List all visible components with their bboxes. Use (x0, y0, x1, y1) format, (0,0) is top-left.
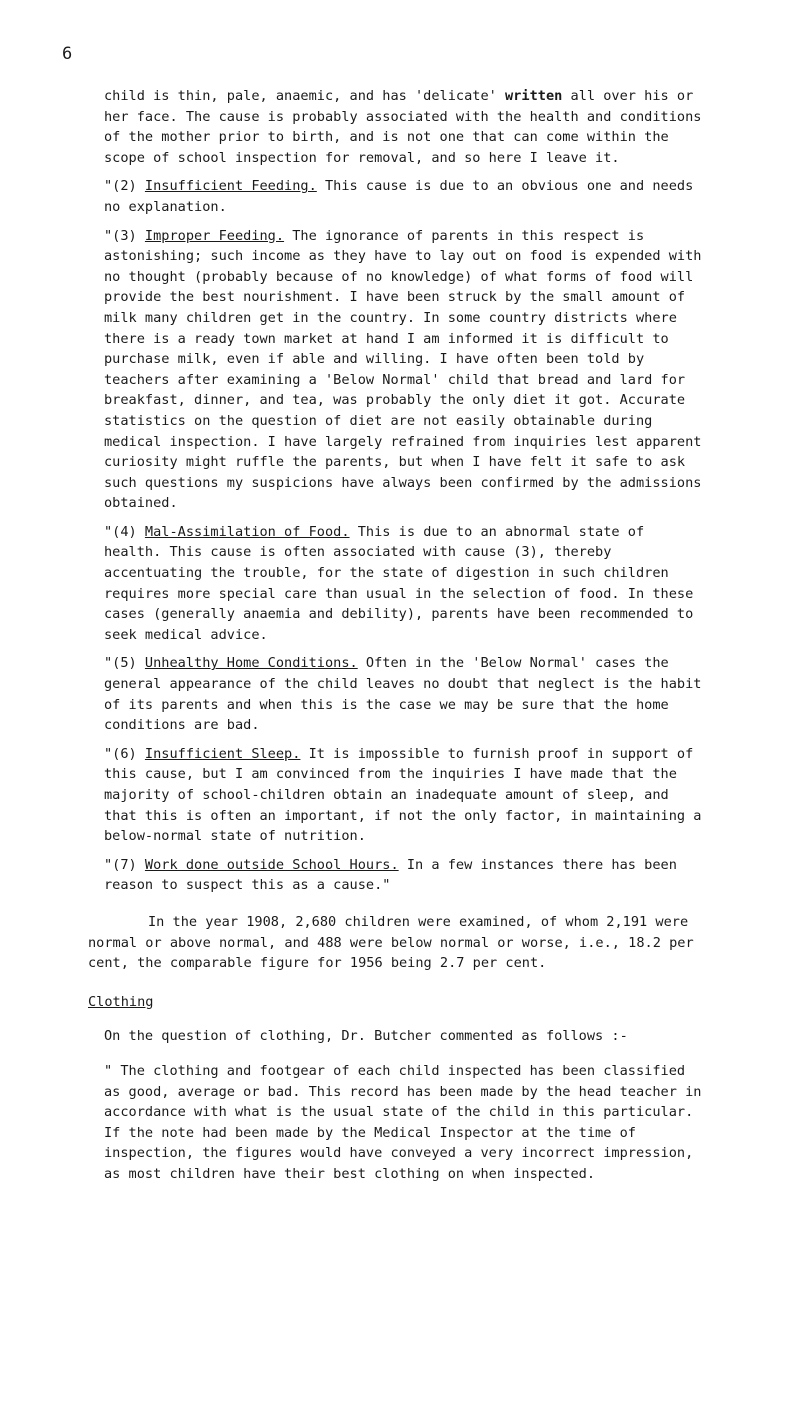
clothing-quote: " The clothing and footgear of each child inspected has been classified as good, average or bad. This record has been made by the head teacher in accordance with what is the usual state of the child in this particular. If the note had been made by the Medical Inspector at the time of inspection, the figures would have conveyed a very incorrect impression, as most children have their best clothing on when inspected. (104, 1062, 702, 1182)
cause-number: "(5) (104, 655, 145, 672)
page-number: 6 (62, 44, 73, 64)
cause-title: Improper Feeding. (144, 227, 285, 244)
cause-number: "(7) (104, 856, 145, 873)
opening-text: child is thin, pale, anaemic, and has 'delicate' (104, 88, 506, 104)
cause-3 (104, 226, 704, 514)
opening-paragraph (104, 86, 704, 168)
cause-text: The ignorance of parents in this respect is astonishing; such income as they have to lay out on food is expended with no thought (probably because of no knowledge) of what forms of food will provide the best nourishment. I have been struck by the small amount of milk many children get in the country. In some country districts where there is a ready town market at hand I am informed it is difficult to purchase milk, even if able and willing. I have often been told by teachers after examining a 'Below Normal' child that bread and lard for breakfast, dinner, and tea, was probably the only diet it got. Accurate statistics on the question of diet are not easily obtainable during medical inspection. I have largely refrained from inquiries lest apparent curiosity might ruffle the parents, but when I have felt it safe to ask such questions my suspicions have always been confirmed by the admissions obtained. (104, 227, 702, 512)
section-heading-clothing: Clothing (88, 993, 154, 1010)
cause-text: In a few instances there has been reason to suspect this as a cause." (104, 856, 677, 894)
clothing-lead: On the question of clothing, Dr. Butcher commented as follows :- (104, 1028, 628, 1045)
cause-title: Unhealthy Home Conditions. (144, 655, 358, 672)
cause-title: Insufficient Feeding. (144, 178, 317, 195)
document-body (88, 86, 704, 1193)
cause-2 (104, 176, 704, 217)
cause-6 (104, 744, 704, 847)
cause-text: Often in the 'Below Normal' cases the general appearance of the child leaves no doubt that neglect is the habit of its parents and when this is the case we may be sure that the home conditions are bad. (104, 655, 702, 734)
cause-text: This cause is due to an obvious one and needs no explanation. (104, 178, 694, 215)
cause-number: "(2) (104, 178, 145, 195)
opening-text-continued: all over his or her face. The cause is probably associated with the health and conditions of the mother prior to birth, and is not one that can come within the scope of school inspection for removal, and so here I leave it. (104, 88, 702, 166)
cause-text: This is due to an abnormal state of health. This cause is often associated with cause (3), thereby accentuating the trouble, for the state of digestion in such children requires more special care than usual in the selection of food. In these cases (generally anaemia and debility), parents have been recommended to seek medical advice. (104, 523, 694, 643)
cause-title: Insufficient Sleep. (144, 745, 301, 762)
cause-number: "(6) (104, 745, 145, 762)
cause-number: "(3) (104, 227, 145, 244)
cause-5 (104, 653, 704, 735)
cause-title: Mal-Assimilation of Food. (144, 523, 350, 540)
cause-4 (104, 522, 704, 646)
cause-number: "(4) (104, 523, 145, 540)
cause-title: Work done outside School Hours. (144, 856, 399, 873)
cause-7 (104, 855, 704, 896)
cause-text: It is impossible to furnish proof in support of this cause, but I am convinced from the inquiries I have made that the majority of school-children obtain an inadequate amount of sleep, and that this is often an important, if not the only factor, in maintaining a below-normal state of nutrition. (104, 745, 702, 845)
statistics-paragraph: In the year 1908, 2,680 children were examined, of whom 2,191 were normal or above normal, and 488 were below normal or worse, i.e., 18.2 per cent, the comparable figure for 1956 being 2.7 per cent. (88, 913, 694, 972)
bold-word: written (505, 88, 563, 104)
